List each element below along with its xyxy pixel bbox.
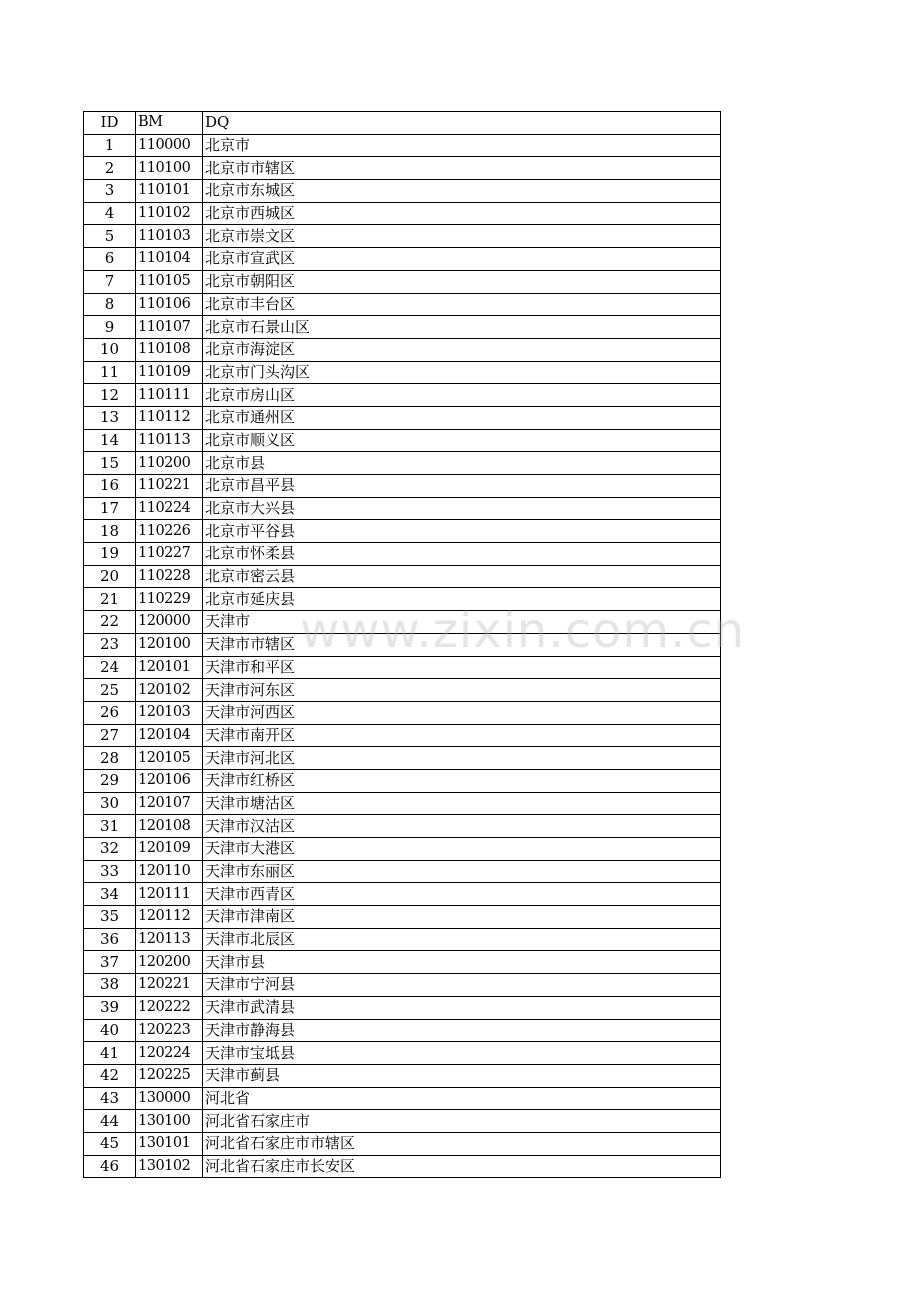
id-cell: 8 (84, 293, 136, 316)
watermark-text: www.zixin.com.cn (300, 603, 746, 659)
table-row (84, 769, 721, 792)
dq-cell: 北京市朝阳区 (203, 270, 721, 293)
dq-cell: 北京市门头沟区 (203, 361, 721, 384)
dq-cell: 北京市县 (203, 452, 721, 475)
table-row (84, 338, 721, 361)
id-cell: 2 (84, 157, 136, 180)
id-cell: 42 (84, 1064, 136, 1087)
dq-cell: 河北省石家庄市 (203, 1110, 721, 1133)
id-cell: 27 (84, 724, 136, 747)
table-row (84, 1087, 721, 1110)
table-row (84, 928, 721, 951)
table-row (84, 452, 721, 475)
id-cell: 22 (84, 611, 136, 634)
header-id: ID (84, 112, 136, 135)
table-row (84, 996, 721, 1019)
table-row (84, 293, 721, 316)
dq-cell: 河北省石家庄市市辖区 (203, 1132, 721, 1155)
table-row (84, 611, 721, 634)
id-cell: 28 (84, 747, 136, 770)
id-cell: 15 (84, 452, 136, 475)
bm-cell: 110227 (136, 543, 203, 566)
table-row (84, 792, 721, 815)
bm-cell: 120113 (136, 928, 203, 951)
table-row (84, 520, 721, 543)
table-row (84, 701, 721, 724)
dq-cell: 北京市顺义区 (203, 429, 721, 452)
table-row (84, 747, 721, 770)
id-cell: 30 (84, 792, 136, 815)
bm-cell: 120000 (136, 611, 203, 634)
bm-cell: 120112 (136, 906, 203, 929)
table-row (84, 406, 721, 429)
bm-cell: 120221 (136, 974, 203, 997)
region-code-table (83, 111, 721, 1178)
id-cell: 12 (84, 384, 136, 407)
dq-cell: 北京市东城区 (203, 180, 721, 203)
bm-cell: 120103 (136, 701, 203, 724)
table-row (84, 724, 721, 747)
dq-cell: 北京市延庆县 (203, 588, 721, 611)
dq-cell: 北京市密云县 (203, 565, 721, 588)
bm-cell: 110102 (136, 202, 203, 225)
dq-cell: 天津市静海县 (203, 1019, 721, 1042)
dq-cell: 天津市红桥区 (203, 769, 721, 792)
bm-cell: 120106 (136, 769, 203, 792)
bm-cell: 110226 (136, 520, 203, 543)
id-cell: 5 (84, 225, 136, 248)
bm-cell: 110113 (136, 429, 203, 452)
dq-cell: 北京市平谷县 (203, 520, 721, 543)
id-cell: 10 (84, 338, 136, 361)
dq-cell: 天津市宝坻县 (203, 1042, 721, 1065)
id-cell: 23 (84, 633, 136, 656)
bm-cell: 120110 (136, 860, 203, 883)
dq-cell: 天津市和平区 (203, 656, 721, 679)
dq-cell: 北京市石景山区 (203, 316, 721, 339)
header-bm: BM (136, 112, 203, 135)
id-cell: 38 (84, 974, 136, 997)
id-cell: 14 (84, 429, 136, 452)
dq-cell: 天津市武清县 (203, 996, 721, 1019)
bm-cell: 120107 (136, 792, 203, 815)
id-cell: 41 (84, 1042, 136, 1065)
id-cell: 43 (84, 1087, 136, 1110)
dq-cell: 天津市河西区 (203, 701, 721, 724)
bm-cell: 110200 (136, 452, 203, 475)
id-cell: 39 (84, 996, 136, 1019)
id-cell: 7 (84, 270, 136, 293)
bm-cell: 110103 (136, 225, 203, 248)
bm-cell: 120224 (136, 1042, 203, 1065)
bm-cell: 120108 (136, 815, 203, 838)
dq-cell: 天津市北辰区 (203, 928, 721, 951)
table-row (84, 679, 721, 702)
id-cell: 26 (84, 701, 136, 724)
dq-cell: 北京市通州区 (203, 406, 721, 429)
header-row (84, 112, 721, 135)
id-cell: 36 (84, 928, 136, 951)
bm-cell: 110224 (136, 497, 203, 520)
table-row (84, 633, 721, 656)
dq-cell: 天津市蓟县 (203, 1064, 721, 1087)
table-row (84, 248, 721, 271)
bm-cell: 120111 (136, 883, 203, 906)
table-row (84, 838, 721, 861)
bm-cell: 120200 (136, 951, 203, 974)
dq-cell: 北京市崇文区 (203, 225, 721, 248)
table-row (84, 815, 721, 838)
bm-cell: 130101 (136, 1132, 203, 1155)
id-cell: 17 (84, 497, 136, 520)
id-cell: 21 (84, 588, 136, 611)
bm-cell: 130100 (136, 1110, 203, 1133)
id-cell: 32 (84, 838, 136, 861)
bm-cell: 110112 (136, 406, 203, 429)
bm-cell: 110104 (136, 248, 203, 271)
dq-cell: 北京市市辖区 (203, 157, 721, 180)
table-row (84, 883, 721, 906)
table-row (84, 1155, 721, 1178)
id-cell: 33 (84, 860, 136, 883)
id-cell: 19 (84, 543, 136, 566)
table-row (84, 1019, 721, 1042)
id-cell: 44 (84, 1110, 136, 1133)
bm-cell: 110105 (136, 270, 203, 293)
dq-cell: 天津市津南区 (203, 906, 721, 929)
table-row (84, 1132, 721, 1155)
header-dq: DQ (203, 112, 721, 135)
dq-cell: 河北省 (203, 1087, 721, 1110)
bm-cell: 120225 (136, 1064, 203, 1087)
bm-cell: 110106 (136, 293, 203, 316)
id-cell: 3 (84, 180, 136, 203)
bm-cell: 120104 (136, 724, 203, 747)
id-cell: 18 (84, 520, 136, 543)
table-row (84, 1042, 721, 1065)
dq-cell: 北京市宣武区 (203, 248, 721, 271)
table-row (84, 906, 721, 929)
table-row (84, 588, 721, 611)
bm-cell: 120100 (136, 633, 203, 656)
bm-cell: 130000 (136, 1087, 203, 1110)
bm-cell: 110221 (136, 475, 203, 498)
table-row (84, 974, 721, 997)
dq-cell: 天津市塘沽区 (203, 792, 721, 815)
bm-cell: 120105 (136, 747, 203, 770)
dq-cell: 天津市河东区 (203, 679, 721, 702)
id-cell: 13 (84, 406, 136, 429)
table-row (84, 225, 721, 248)
dq-cell: 北京市丰台区 (203, 293, 721, 316)
dq-cell: 天津市汉沽区 (203, 815, 721, 838)
dq-cell: 北京市西城区 (203, 202, 721, 225)
dq-cell: 天津市市辖区 (203, 633, 721, 656)
table-row (84, 951, 721, 974)
dq-cell: 天津市河北区 (203, 747, 721, 770)
bm-cell: 110108 (136, 338, 203, 361)
id-cell: 6 (84, 248, 136, 271)
id-cell: 1 (84, 134, 136, 157)
bm-cell: 110107 (136, 316, 203, 339)
bm-cell: 120222 (136, 996, 203, 1019)
table-row (84, 497, 721, 520)
dq-cell: 北京市海淀区 (203, 338, 721, 361)
bm-cell: 130102 (136, 1155, 203, 1178)
id-cell: 4 (84, 202, 136, 225)
id-cell: 46 (84, 1155, 136, 1178)
dq-cell: 北京市房山区 (203, 384, 721, 407)
id-cell: 34 (84, 883, 136, 906)
id-cell: 37 (84, 951, 136, 974)
bm-cell: 110228 (136, 565, 203, 588)
dq-cell: 天津市大港区 (203, 838, 721, 861)
table-row (84, 134, 721, 157)
table-row (84, 656, 721, 679)
table-row (84, 1064, 721, 1087)
dq-cell: 北京市怀柔县 (203, 543, 721, 566)
id-cell: 11 (84, 361, 136, 384)
table-row (84, 316, 721, 339)
id-cell: 40 (84, 1019, 136, 1042)
table-row (84, 1110, 721, 1133)
bm-cell: 110111 (136, 384, 203, 407)
id-cell: 25 (84, 679, 136, 702)
table-row (84, 157, 721, 180)
dq-cell: 北京市昌平县 (203, 475, 721, 498)
dq-cell: 北京市 (203, 134, 721, 157)
dq-cell: 天津市 (203, 611, 721, 634)
id-cell: 20 (84, 565, 136, 588)
bm-cell: 120109 (136, 838, 203, 861)
bm-cell: 120102 (136, 679, 203, 702)
table-row (84, 202, 721, 225)
dq-cell: 天津市南开区 (203, 724, 721, 747)
bm-cell: 110229 (136, 588, 203, 611)
bm-cell: 120223 (136, 1019, 203, 1042)
id-cell: 31 (84, 815, 136, 838)
table-row (84, 543, 721, 566)
bm-cell: 110100 (136, 157, 203, 180)
table-row (84, 361, 721, 384)
table-row (84, 860, 721, 883)
id-cell: 29 (84, 769, 136, 792)
dq-cell: 天津市东丽区 (203, 860, 721, 883)
table-row (84, 180, 721, 203)
bm-cell: 110109 (136, 361, 203, 384)
id-cell: 35 (84, 906, 136, 929)
table-row (84, 475, 721, 498)
id-cell: 45 (84, 1132, 136, 1155)
id-cell: 24 (84, 656, 136, 679)
dq-cell: 北京市大兴县 (203, 497, 721, 520)
dq-cell: 天津市县 (203, 951, 721, 974)
dq-cell: 天津市宁河县 (203, 974, 721, 997)
bm-cell: 120101 (136, 656, 203, 679)
bm-cell: 110101 (136, 180, 203, 203)
dq-cell: 河北省石家庄市长安区 (203, 1155, 721, 1178)
table-row (84, 384, 721, 407)
id-cell: 9 (84, 316, 136, 339)
bm-cell: 110000 (136, 134, 203, 157)
dq-cell: 天津市西青区 (203, 883, 721, 906)
table-row (84, 429, 721, 452)
table-row (84, 565, 721, 588)
id-cell: 16 (84, 475, 136, 498)
table-row (84, 270, 721, 293)
